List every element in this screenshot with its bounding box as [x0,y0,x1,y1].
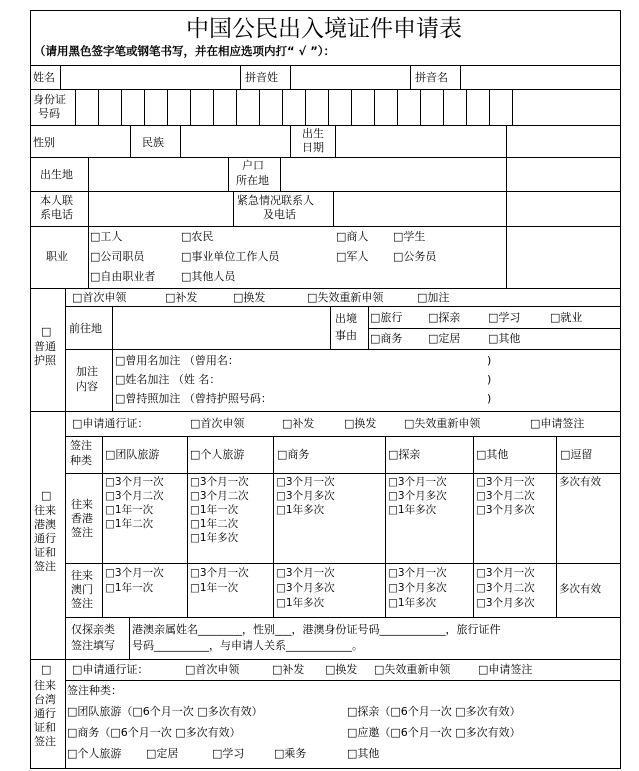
emergency-label-1: 紧急情况联系人 [237,194,314,207]
hkmo-type-option[interactable]: □补发 [282,417,315,430]
hkmo-section-label: 证和 [34,546,56,559]
hkmo-type-option[interactable]: □失效重新申领 [404,417,481,430]
hkmo-section-label: 通行 [34,532,56,545]
occupation-option[interactable]: □事业单位工作人员 [181,250,280,263]
mo-option[interactable]: □3个月多次 [276,582,335,594]
reason-label-2: 事由 [335,329,357,342]
hk-option[interactable]: □1年多次 [388,504,437,516]
hk-option[interactable]: □3个月二次 [105,490,164,502]
mo-label-2: 澳门 [71,583,93,596]
endorse-label-2: 内容 [76,380,98,393]
occupation-option[interactable]: □商人 [336,230,369,243]
mo-option[interactable]: □1年多次 [388,597,437,609]
taiwan-type-option[interactable]: □补发 [272,663,305,676]
hkmo-section-label: 签注 [34,560,56,573]
phone-label-2: 系电话 [40,208,73,221]
endorse-option[interactable]: □姓名加注 （姓 名： [115,373,221,386]
mo-option[interactable]: □3个月一次 [476,567,535,579]
taiwan-section-label: 通行 [34,707,56,720]
visa-type-option[interactable]: □探亲 [388,448,421,461]
hkmo-section-label: 往来 [34,504,56,517]
reason-option[interactable]: □其他 [488,332,521,345]
taiwan-type-option[interactable]: □换发 [325,663,358,676]
passport-section-label-1: 普通 [34,340,56,353]
hk-option[interactable]: □1年一次 [105,504,154,516]
mo-label-3: 签注 [71,597,93,610]
visa-type-option[interactable]: □逗留 [560,448,593,461]
mo-option[interactable]: □3个月二次 [476,582,535,594]
occupation-option[interactable]: □自由职业者 [90,270,156,283]
hk-option[interactable]: □3个月一次 [388,476,447,488]
hk-option[interactable]: □1年一次 [190,504,239,516]
hkmo-type-option[interactable]: □首次申领 [190,417,245,430]
reason-option[interactable]: □定居 [428,332,461,345]
birthplace-label: 出生地 [40,168,73,181]
hk-option[interactable]: □1年多次 [276,504,325,516]
mo-option[interactable]: □3个月多次 [388,582,447,594]
hkmo-type-option[interactable]: □申请通行证： [72,417,149,430]
birth-date-label-2: 日期 [302,141,324,154]
pinyin-given-label: 拼音名 [415,71,448,84]
instruction-text: （请用黑色签字笔或钢笔书写，并在相应选项内打“ √ ”）： [34,44,336,58]
name-label: 姓名 [33,71,55,84]
passport-type-option[interactable]: □补发 [165,291,198,304]
reason-label-1: 出境 [335,312,357,325]
occupation-option[interactable]: □其他人员 [181,270,236,283]
reason-option[interactable]: □商务 [370,332,403,345]
destination-label: 前往地 [69,322,102,335]
hk-label-3: 签注 [71,526,93,539]
passport-section-label-2: 护照 [34,354,56,367]
mo-option[interactable]: □1年一次 [105,582,154,594]
reason-option[interactable]: □旅行 [370,311,403,324]
taiwan-type-option[interactable]: □申请通行证： [72,663,149,676]
hukou-label-1: 户口 [242,159,264,172]
hk-option[interactable]: □3个月多次 [276,490,335,502]
id-number-label-2: 号码 [38,107,60,120]
visa-type-option[interactable]: □商务 [277,448,310,461]
visa-type-label-1: 签注 [70,439,92,452]
birth-date-label-1: 出生 [302,127,324,140]
occupation-option[interactable]: □公司职员 [90,250,145,263]
hk-option[interactable]: □3个月一次 [476,476,535,488]
hk-multi-entry: 多次有效 [559,476,601,488]
taiwan-section-label: 往来 [34,679,56,692]
taiwan-option[interactable]: □学习 [212,747,245,760]
visa-type-label-2: 种类 [70,454,92,467]
hk-option[interactable]: □3个月一次 [105,476,164,488]
relative-line-2: 号码__________，与申请人关系____________。 [132,639,363,652]
hk-option[interactable]: □1年多次 [190,532,239,544]
hk-label-2: 香港 [71,512,93,525]
taiwan-option[interactable]: □探亲（□6个月一次 □多次有效） [347,705,521,718]
occupation-option[interactable]: □农民 [181,230,214,243]
taiwan-visa-type-label: 签注种类： [67,684,122,697]
passport-type-option[interactable]: □加注 [417,291,450,304]
hk-option[interactable]: □3个月二次 [190,490,249,502]
taiwan-option[interactable]: □乘务 [274,747,307,760]
endorse-label-1: 加注 [76,365,98,378]
hukou-label-2: 所在地 [236,174,269,187]
id-number-label-1: 身份证 [33,93,66,106]
mo-option[interactable]: □3个月一次 [190,567,249,579]
emergency-label-2: 及电话 [263,208,296,221]
taiwan-option[interactable]: □团队旅游（□6个月一次 □多次有效） [67,705,263,718]
relative-line-1: 港澳亲属姓名________，性别___，港澳身份证号码____________，旅行证件 [132,623,501,636]
taiwan-section-label: 签注 [34,735,56,748]
occupation-option[interactable]: □学生 [393,230,426,243]
close-paren: ) [487,392,492,405]
relative-label-1: 仅探亲类 [71,623,115,636]
taiwan-option[interactable]: □应邀（□6个月一次 □多次有效） [347,726,521,739]
mo-label-1: 往来 [71,569,93,582]
form-title: 中国公民出入境证件申请表 [186,16,462,42]
hkmo-type-option[interactable]: □换发 [344,417,377,430]
hk-option[interactable]: □3个月二次 [476,490,535,502]
phone-label-1: 本人联 [40,194,73,207]
mo-multi-entry: 多次有效 [559,583,601,595]
taiwan-option[interactable]: □个人旅游 [67,747,122,760]
taiwan-type-option[interactable]: □首次申领 [185,663,240,676]
hk-label-1: 往来 [71,498,93,511]
passport-type-option[interactable]: □换发 [233,291,266,304]
close-paren: ) [487,373,492,386]
visa-type-option[interactable]: □其他 [476,448,509,461]
hk-option[interactable]: □1年二次 [105,518,154,530]
taiwan-option[interactable]: □其他 [347,747,380,760]
taiwan-option[interactable]: □商务（□6个月一次 □多次有效） [67,726,241,739]
taiwan-section-label: 证和 [34,721,56,734]
visa-type-option[interactable]: □个人旅游 [190,448,245,461]
reason-option[interactable]: □探亲 [428,311,461,324]
passport-section-checkbox[interactable]: □ [41,325,52,338]
hkmo-section-checkbox[interactable]: □ [41,489,52,502]
occupation-label: 职业 [46,250,68,263]
hk-option[interactable]: □3个月一次 [276,476,335,488]
mo-option[interactable]: □1年多次 [276,597,325,609]
mo-option[interactable]: □3个月一次 [388,567,447,579]
taiwan-type-option[interactable]: □失效重新申领 [374,663,451,676]
passport-type-option[interactable]: □首次申领 [72,291,127,304]
visa-type-option[interactable]: □团队旅游 [105,448,160,461]
occupation-option[interactable]: □公务员 [393,250,437,263]
hk-option[interactable]: □3个月多次 [388,490,447,502]
hk-option[interactable]: □1年二次 [190,518,239,530]
gender-label: 性别 [33,136,55,149]
taiwan-section-label: 台湾 [34,693,56,706]
mo-option[interactable]: □3个月一次 [276,567,335,579]
taiwan-type-option[interactable]: □申请签注 [478,663,533,676]
reason-option[interactable]: □学习 [488,311,521,324]
mo-option[interactable]: □3个月一次 [105,567,164,579]
close-paren: ) [487,354,492,367]
hk-option[interactable]: □3个月多次 [476,504,535,516]
occupation-option[interactable]: □军人 [336,250,369,263]
mo-option[interactable]: □1年一次 [190,582,239,594]
occupation-option[interactable]: □工人 [90,230,123,243]
pinyin-surname-label: 拼音姓 [245,71,278,84]
hkmo-section-label: 港澳 [34,518,56,531]
relative-label-2: 签注填写 [71,639,115,652]
hkmo-type-option[interactable]: □申请签注 [530,417,585,430]
endorse-option[interactable]: □曾用名加注 （曾用名： [115,354,239,367]
taiwan-option[interactable]: □定居 [146,747,179,760]
reason-option[interactable]: □就业 [550,311,583,324]
endorse-option[interactable]: □曾持照加注 （曾持护照号码： [115,392,272,405]
taiwan-section-checkbox[interactable]: □ [41,663,52,676]
mo-option[interactable]: □3个月多次 [476,597,535,609]
ethnicity-label: 民族 [142,136,164,149]
hk-option[interactable]: □3个月一次 [190,476,249,488]
passport-type-option[interactable]: □失效重新申领 [307,291,384,304]
